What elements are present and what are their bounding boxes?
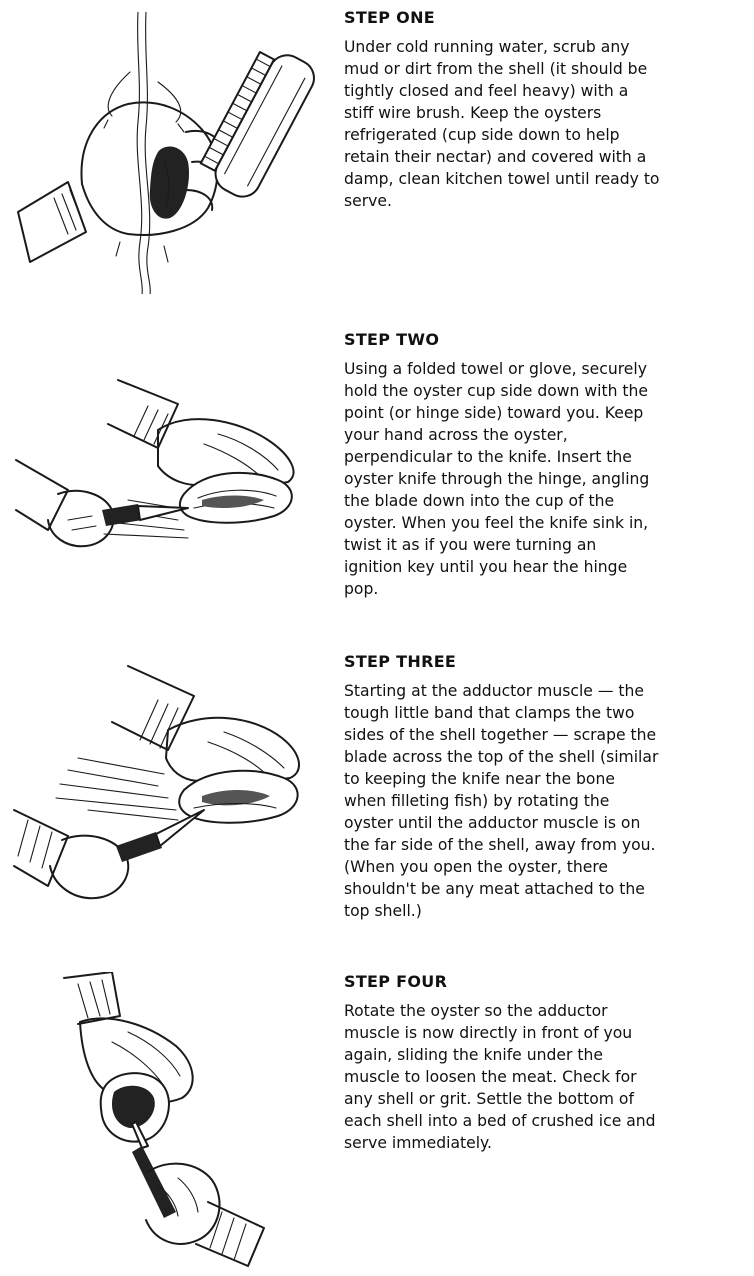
scrubbing-oyster-drawing (8, 12, 328, 294)
illustration-scraping-top-shell (8, 660, 328, 940)
step-four-body: Rotate the oyster so the adductor muscle is now directly in front of you again, sliding the knife under the muscle to loosen the meat. Check for any shell or grit. Settle the bottom of each shell into a bed of crushed ice and serve immediately. (344, 1002, 656, 1152)
step-four-text (344, 972, 744, 1154)
step-three-body: Starting at the adductor muscle — the tough little band that clamps the two sides of the shell together — scrape the blade across the top of the shell (similar to keeping the knife near the bone when filleting fish) by rotating the oyster until the adductor muscle is on the far side of the shell, away from you. (When you open the oyster, there shouldn't be any meat attached to the top shell.) (344, 682, 659, 920)
illustration-inserting-knife-at-hinge (8, 370, 328, 590)
step-one-text (344, 8, 744, 212)
step-two-title: STEP TWO (344, 330, 440, 349)
loosening-meat-drawing (8, 972, 328, 1268)
step-three (0, 640, 754, 960)
step-one (0, 0, 754, 300)
step-one-title: STEP ONE (344, 8, 435, 27)
step-two-body: Using a folded towel or glove, securely hold the oyster cup side down with the point (or hinge side) toward you. Keep your hand across the oyster, perpendicular to the knife. Insert the oyster knife through the hinge, angling the blade down into the cup of the oyster. When you feel the knife sink in, twist it as if you were turning an ignition key until you hear the hinge pop. (344, 360, 650, 598)
step-four-title: STEP FOUR (344, 972, 448, 991)
step-two-text (344, 330, 744, 600)
step-one-body: Under cold running water, scrub any mud or dirt from the shell (it should be tightly closed and feel heavy) with a stiff wire brush. Keep the oysters refrigerated (cup side down to help retain their nectar) and covered with a damp, clean kitchen towel until ready to serve. (344, 38, 660, 210)
illustration-loosening-oyster-meat (8, 972, 328, 1268)
step-three-text (344, 652, 744, 922)
step-four (0, 960, 754, 1276)
illustration-scrubbing-oyster (8, 12, 328, 294)
step-three-title: STEP THREE (344, 652, 457, 671)
step-two (0, 300, 754, 640)
inserting-knife-drawing (8, 370, 328, 590)
scraping-shell-drawing (8, 660, 328, 940)
